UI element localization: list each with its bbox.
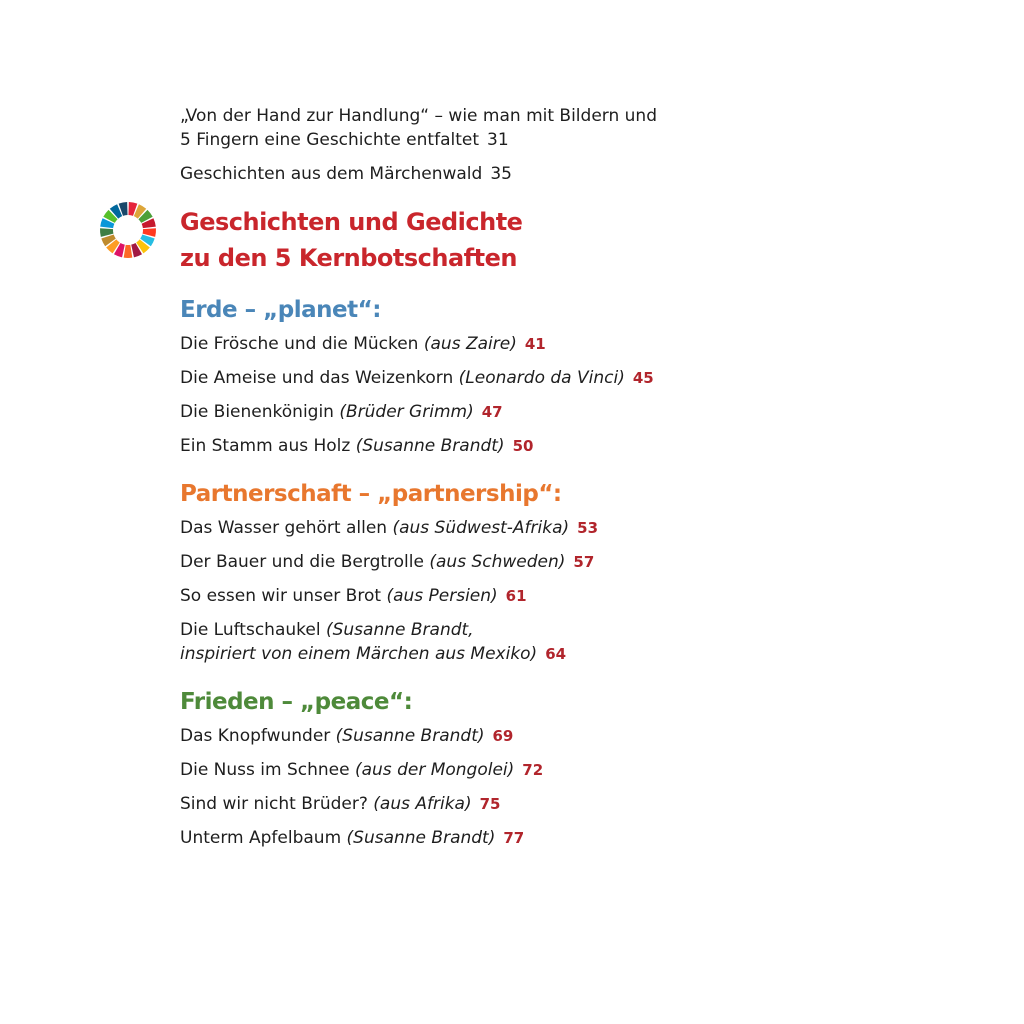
entry-source: (aus Afrika) bbox=[373, 794, 472, 814]
entry-source: (aus der Mongolei) bbox=[354, 760, 515, 780]
entry-source: (aus Persien) bbox=[386, 586, 498, 606]
entry-title: Geschichten aus dem Märchenwald bbox=[180, 164, 483, 184]
toc-entry bbox=[180, 584, 820, 608]
entry-source-cont: inspiriert von einem Märchen aus Mexiko) bbox=[180, 644, 538, 664]
page-number: 69 bbox=[492, 727, 514, 745]
toc-entry bbox=[180, 618, 820, 666]
sections-container bbox=[180, 294, 820, 850]
entry-source: (Susanne Brandt, bbox=[325, 620, 474, 640]
page-number: 41 bbox=[524, 335, 546, 353]
entry-source: (Susanne Brandt) bbox=[335, 726, 485, 746]
page-number: 75 bbox=[479, 795, 501, 813]
toc-entry bbox=[180, 516, 820, 540]
entry-source: (Brüder Grimm) bbox=[339, 402, 474, 422]
entry-title: Die Nuss im Schnee bbox=[180, 760, 355, 780]
toc-entry bbox=[180, 400, 820, 424]
entry-source: (Susanne Brandt) bbox=[355, 436, 505, 456]
entry-source: (aus Schweden) bbox=[429, 552, 566, 572]
toc-entry bbox=[180, 434, 820, 458]
wheel-segment bbox=[124, 245, 133, 258]
page-number: 72 bbox=[522, 761, 544, 779]
entry-source: (Susanne Brandt) bbox=[346, 828, 496, 848]
toc-entry bbox=[180, 724, 820, 748]
entry-title: So essen wir unser Brot bbox=[180, 586, 387, 606]
entry-title: Das Knopfwunder bbox=[180, 726, 336, 746]
table-of-contents bbox=[180, 104, 820, 870]
section-peace bbox=[180, 686, 820, 850]
entry-title: Die Bienenkönigin bbox=[180, 402, 340, 422]
entry-title: Sind wir nicht Brüder? bbox=[180, 794, 374, 814]
toc-entry-hand-zur-handlung bbox=[180, 104, 820, 152]
entry-source: (aus Zaire) bbox=[423, 334, 517, 354]
page-number: 61 bbox=[505, 587, 527, 605]
section-heading: Erde – „planet“: bbox=[180, 297, 381, 323]
entry-title-line: 5 Fingern eine Geschichte entfaltet bbox=[180, 130, 479, 150]
entry-source: (Leonardo da Vinci) bbox=[458, 368, 625, 388]
entry-title: Ein Stamm aus Holz bbox=[180, 436, 356, 456]
chapter-heading bbox=[180, 204, 820, 276]
page-number: 47 bbox=[481, 403, 503, 421]
page-number: 31 bbox=[487, 130, 509, 150]
entry-source: (aus Südwest-Afrika) bbox=[392, 518, 570, 538]
entry-title: Das Wasser gehört allen bbox=[180, 518, 393, 538]
page-number: 35 bbox=[490, 164, 512, 184]
section-partnership bbox=[180, 478, 820, 666]
page-number: 50 bbox=[512, 437, 534, 455]
sdg-color-wheel-icon bbox=[98, 200, 158, 260]
entry-title-line: „Von der Hand zur Handlung“ – wie man mit Bildern und bbox=[180, 106, 657, 126]
chapter-heading-line-2: zu den 5 Kernbotschaften bbox=[180, 244, 517, 272]
toc-entry-maerchenwald bbox=[180, 162, 820, 186]
section-planet bbox=[180, 294, 820, 458]
toc-entry bbox=[180, 366, 820, 390]
page-number: 45 bbox=[632, 369, 654, 387]
entry-title: Die Luftschaukel bbox=[180, 620, 326, 640]
entry-title: Der Bauer und die Bergtrolle bbox=[180, 552, 430, 572]
entry-title: Die Frösche und die Mücken bbox=[180, 334, 424, 354]
toc-entry bbox=[180, 332, 820, 356]
page-number: 77 bbox=[503, 829, 525, 847]
toc-entry bbox=[180, 792, 820, 816]
section-heading: Frieden – „peace“: bbox=[180, 689, 413, 715]
page-number: 57 bbox=[573, 553, 595, 571]
entry-title: Die Ameise und das Weizenkorn bbox=[180, 368, 459, 388]
section-heading: Partnerschaft – „partnership“: bbox=[180, 481, 562, 507]
page-number: 64 bbox=[545, 645, 567, 663]
toc-entry bbox=[180, 758, 820, 782]
toc-entry bbox=[180, 826, 820, 850]
page-number: 53 bbox=[577, 519, 599, 537]
toc-entry bbox=[180, 550, 820, 574]
chapter-heading-line-1: Geschichten und Gedichte bbox=[180, 208, 523, 236]
entry-title: Unterm Apfelbaum bbox=[180, 828, 347, 848]
